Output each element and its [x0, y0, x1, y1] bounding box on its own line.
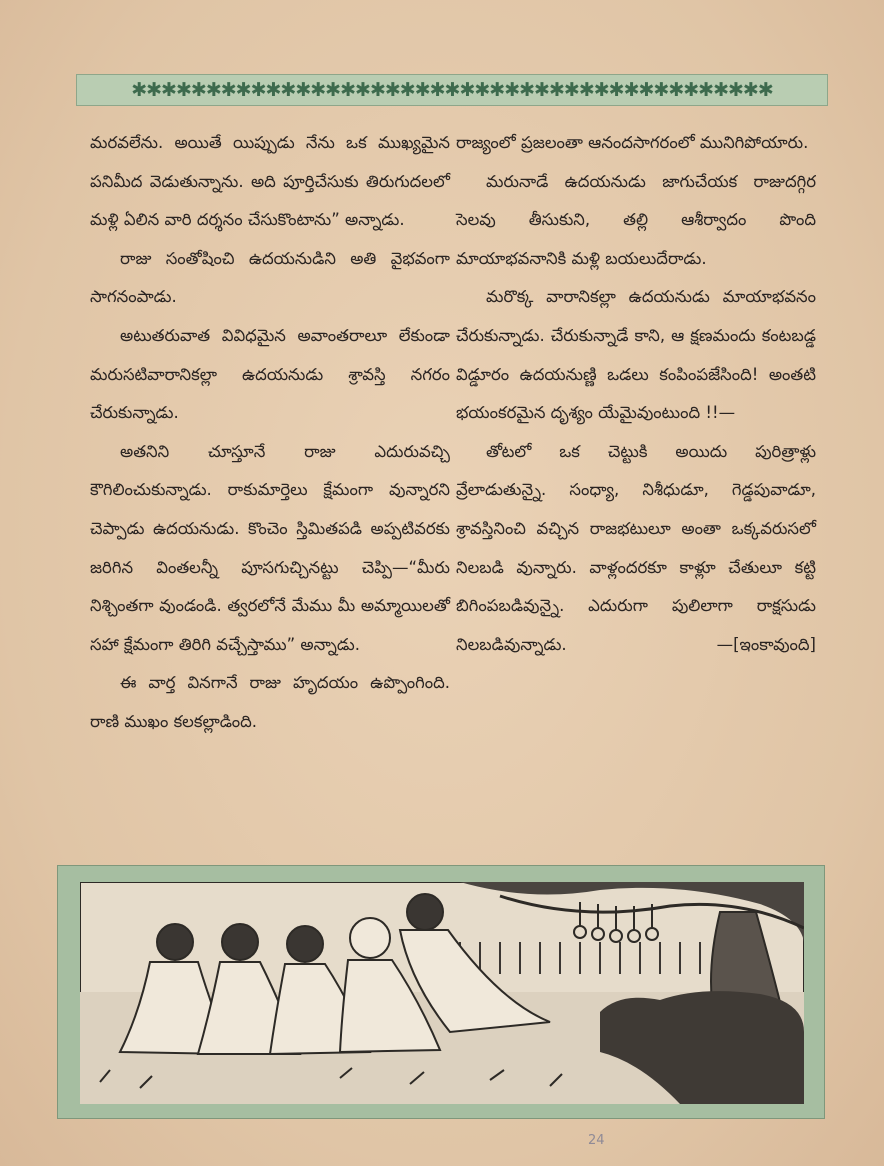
paragraph: రాజ్యంలో ప్రజలంతా ఆనందసాగరంలో మునిగిపోయారు.: [456, 133, 809, 152]
paragraph: అటుతరువాత వివిధమైన అవాంతరాలూ లేకుండా మరుసటివారానికల్లా ఉదయనుడు శ్రావస్తి నగరం చేరుకున్నాడు.: [90, 325, 450, 423]
story-illustration: [57, 865, 825, 1119]
to-be-continued-note: —[ఇంకావుంది]: [716, 634, 816, 654]
paragraph: అతనిని చూస్తూనే రాజు ఎదురువచ్చి కౌగిలించుకున్నాడు. రాకుమార్తెలు క్షేమంగా వున్నారని చెప్పాడు ఉదయనుడు. కొంచెం స్తిమితపడి అప్పటివరకు జరిగిన వింతలన్నీ పూసగుచ్చినట్టు చెప్పి—“మీరు నిశ్చింతగా వుండండి. త్వరలోనే మేము మీ అమ్మాయిలతో సహా క్షేమంగా తిరిగి వచ్చేస్తాము” అన్నాడు.: [90, 441, 450, 654]
paragraph: రాజు సంతోషించి ఉదయనుడిని అతి వైభవంగా సాగనంపాడు.: [90, 248, 450, 307]
paragraph: మరొక్క వారానికల్లా ఉదయనుడు మాయాభవనం చేరుకున్నాడు. చేరుకున్నాడే కాని, ఆ క్షణమందు కంటబడ్డ విడ్డూరం ఉదయనుణ్ణి ఒడలు కంపింపజేసింది! అంతటి భయంకరమైన దృశ్యం యేమైవుంటుంది !!—: [456, 287, 816, 423]
decorative-border-band: [76, 74, 828, 106]
right-text-column: [456, 124, 816, 664]
paragraph: మరునాడే ఉదయనుడు జాగుచేయక రాజుదగ్గిర సెలవు తీసుకుని, తల్లి ఆశీర్వాదం పొంది మాయాభవనానికి మళ్లి బయలుదేరాడు.: [456, 171, 816, 268]
illustration-drawing: [80, 882, 804, 1104]
paragraph-with-continuation: [456, 433, 816, 665]
paragraph-text: తోటలో ఒక చెట్టుకి అయిదు పురిత్రాళ్లు వ్రేలాడుతున్నై. సంధ్యా, నిశీధుడూ, గెడ్డపువాడూ, శ్రావస్తినించి వచ్చిన రాజభటులూ అంతా ఒక్కవరుసలో నిలబడి వున్నారు. వాళ్లందరకూ కాళ్లూ చేతులూ కట్టి బిగింపబడివున్నై. ఎదురుగా పులిలాగా రాక్షసుడు నిలబడివున్నాడు.: [456, 441, 816, 654]
ornament-pattern: ✱✱✱✱✱✱✱✱✱✱✱✱✱✱✱✱✱✱✱✱✱✱✱✱✱✱✱✱✱✱✱✱✱✱✱✱✱✱✱✱✱✱✱: [131, 79, 773, 101]
paragraph: మరవలేను. అయితే యిప్పుడు నేను ఒక ముఖ్యమైన పనిమీద వెడుతున్నాను. అది పూర్తిచేసుకు తిరుగుదలలో మళ్లి ఏలిన వారి దర్శనం చేసుకొంటాను” అన్నాడు.: [90, 133, 450, 230]
paragraph: ఈ వార్త వినగానే రాజు హృదయం ఉప్పొంగింది. రాణి ముఖం కలకల్లాడింది.: [90, 673, 450, 731]
page-number: 24: [588, 1133, 605, 1148]
left-text-column: [90, 124, 450, 742]
